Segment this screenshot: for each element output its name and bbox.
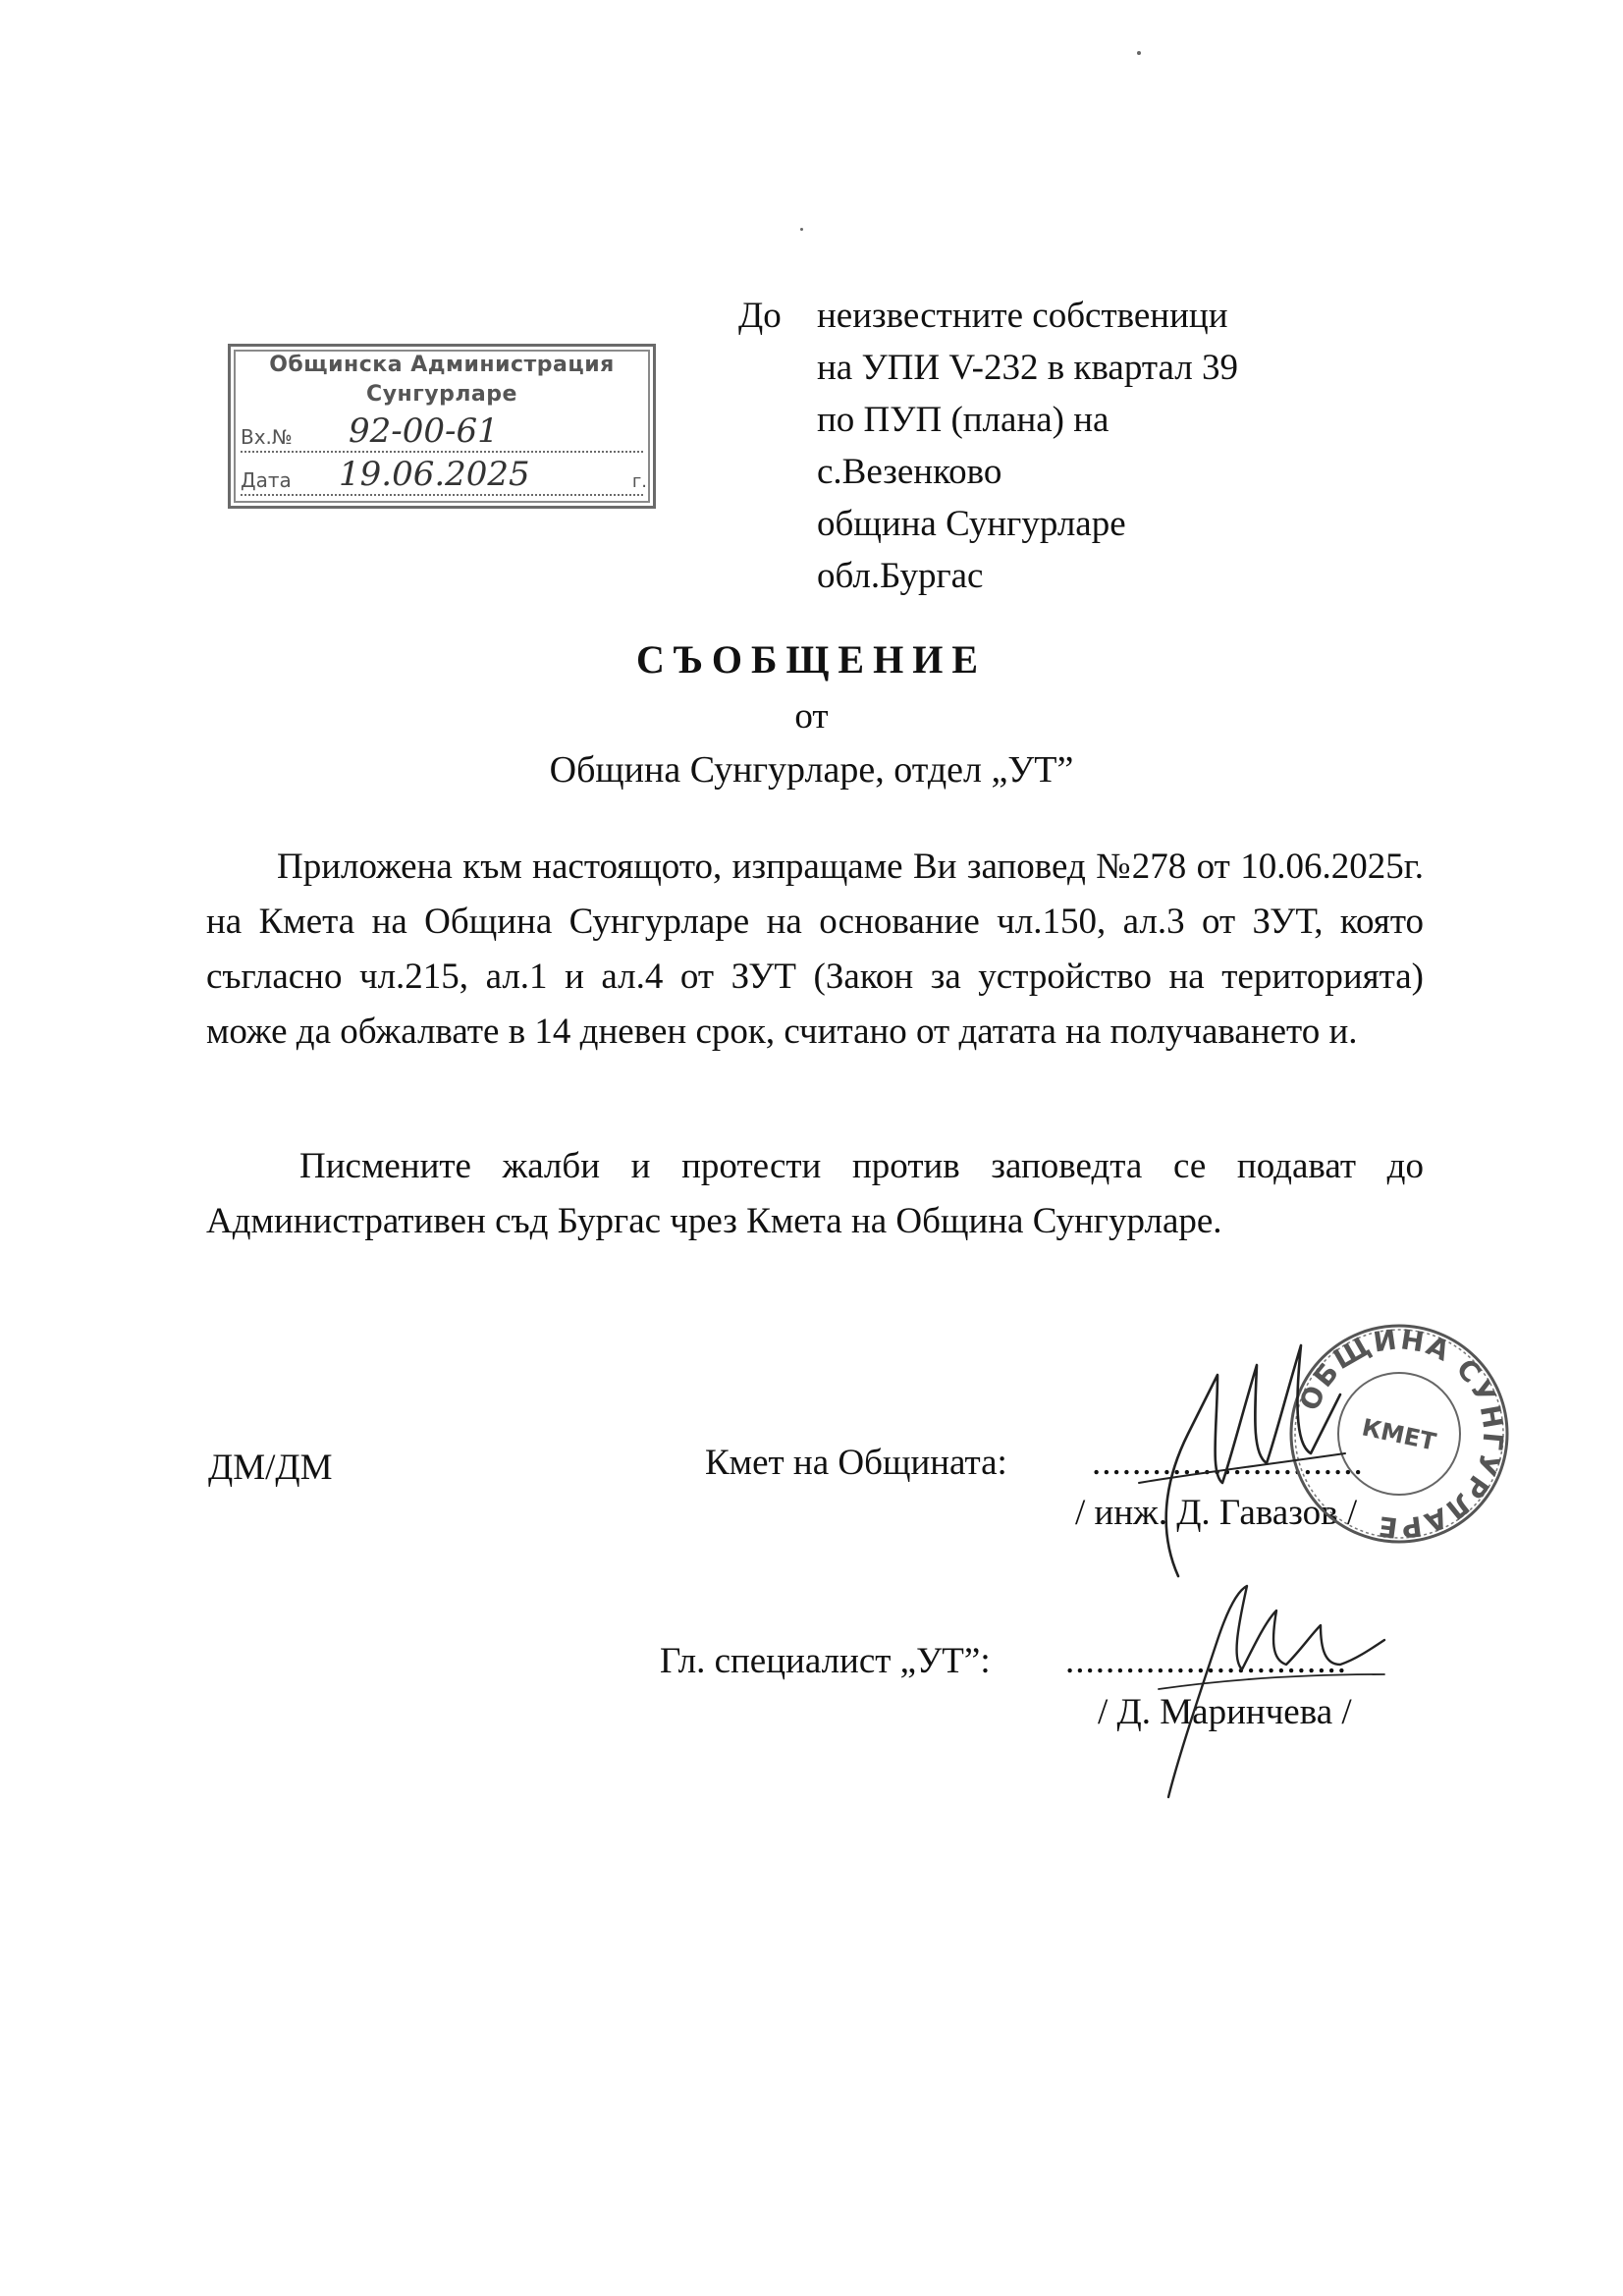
body-paragraph-1: Приложена към настоящото, изпращаме Ви заповед №278 от 10.06.2025г. на Кмета на Община Сунгурларе на основание чл.150, ал.3 от ЗУТ, която съгласно чл.215, ал.1 и ал.4 от ЗУТ (Закон за устройство на територията) може да обжалвате в 14 дневен срок, считано от датата на получаването и. <box>206 847 1424 1052</box>
mayor-label: Кмет на Общината: <box>705 1443 1007 1483</box>
stamp-date-suffix: г. <box>631 471 647 492</box>
specialist-signature-icon <box>1139 1581 1394 1807</box>
document-title: СЪОБЩЕНИЕ <box>635 637 988 682</box>
mayor-name: / инж. Д. Гавазов / <box>1075 1493 1358 1533</box>
author-initials: ДМ/ДМ <box>208 1448 333 1488</box>
registration-stamp <box>228 344 656 509</box>
addressee-lines <box>817 290 1238 602</box>
stamp-date-row <box>241 455 647 496</box>
scan-speck <box>1137 51 1141 55</box>
addressee-line: неизвестните собственици <box>817 296 1228 336</box>
addressee-line: по ПУП (плана) на <box>817 400 1109 440</box>
addressee-prefix: До <box>738 296 782 336</box>
stamp-number-label: Вх.№ <box>241 425 293 449</box>
seal-center-text: КМЕТ <box>1359 1413 1439 1456</box>
addressee-line: обл.Бургас <box>817 556 984 596</box>
title-from: от <box>794 696 829 737</box>
addressee-line: на УПИ V-232 в квартал 39 <box>817 348 1238 388</box>
issuing-department: Община Сунгурларе, отдел „УТ” <box>549 749 1074 791</box>
stamp-date-value: 19.06.2025 <box>339 455 530 494</box>
stamp-number-row <box>241 411 643 453</box>
stamp-line-1: Общинска Администрация <box>269 353 615 377</box>
body-paragraph-2: Писмените жалби и протести против заповедта се подават до Административен съд Бургас чрез Кмета на Община Сунгурларе. <box>206 1146 1424 1241</box>
addressee-line: община Сунгурларе <box>817 504 1126 544</box>
seal-outer-text: ОБЩИНА СУНГУРЛАРЕ <box>1292 1323 1510 1545</box>
specialist-name: / Д. Маринчева / <box>1098 1692 1352 1732</box>
stamp-number-value: 92-00-61 <box>349 411 499 451</box>
stamp-line-2: Сунгурларе <box>366 382 517 407</box>
scan-speck <box>800 228 803 231</box>
mayor-signature-line: ........................... <box>1092 1443 1364 1483</box>
mayor-signature-icon <box>1119 1336 1355 1591</box>
stamp-date-label: Дата <box>241 468 292 492</box>
specialist-label: Гл. специалист „УТ”: <box>660 1641 991 1681</box>
addressee-line: с.Везенково <box>817 452 1002 492</box>
specialist-signature-line: ............................ <box>1065 1641 1347 1681</box>
